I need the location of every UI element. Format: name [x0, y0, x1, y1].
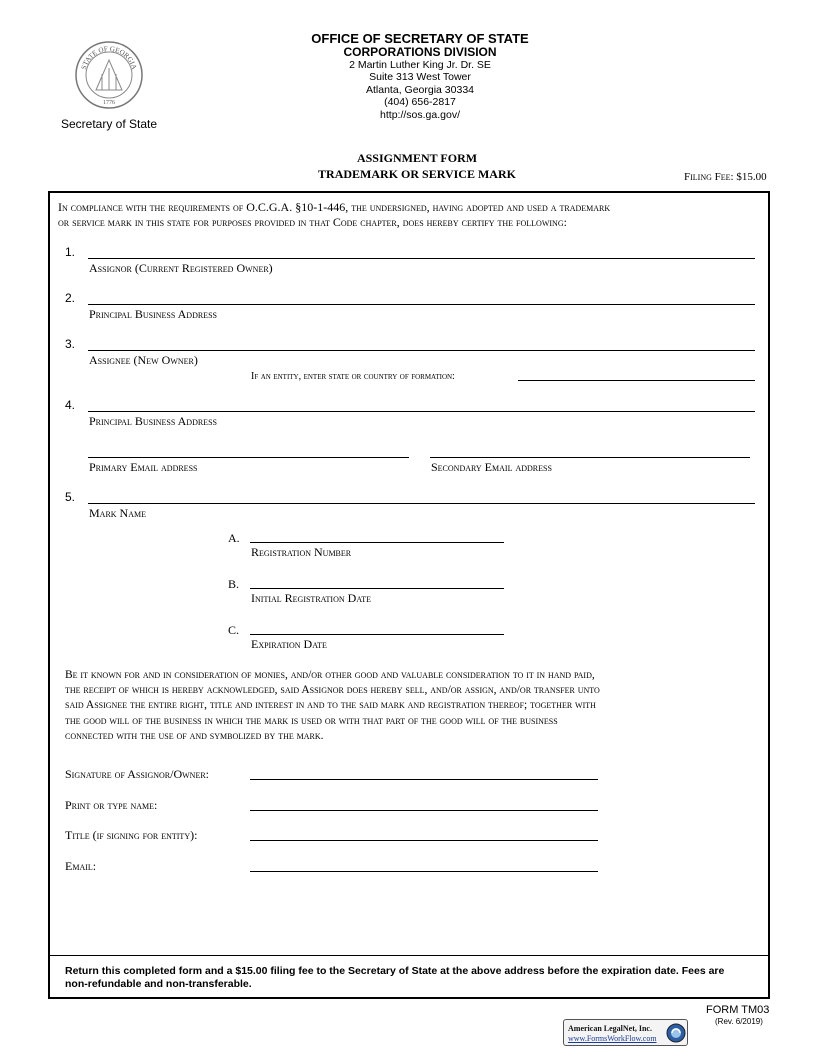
registration-number-field[interactable]: [250, 542, 504, 543]
assignee-label: Assignee (New Owner): [89, 353, 198, 367]
sub-item-b: B.: [228, 577, 240, 591]
expiration-date-label: Expiration Date: [251, 637, 327, 651]
address-line-2: Suite 313 West Tower: [369, 71, 471, 83]
sub-item-c: C.: [228, 623, 240, 637]
legalnet-logo-icon: [666, 1023, 686, 1043]
intro-line-2: or service mark in this state for purposes provided in that Code chapter, does hereby certify the following:: [58, 215, 567, 229]
assignee-field[interactable]: [88, 350, 755, 351]
entity-formation-field[interactable]: [518, 380, 755, 381]
mark-name-field[interactable]: [88, 503, 755, 504]
assignee-address-field[interactable]: [88, 411, 755, 412]
title-field[interactable]: [250, 840, 598, 841]
print-name-field[interactable]: [250, 810, 598, 811]
assignor-address-label: Principal Business Address: [89, 307, 217, 321]
expiration-date-field[interactable]: [250, 634, 504, 635]
item-number-4: 4.: [65, 398, 76, 412]
consideration-paragraph: [65, 668, 600, 744]
filing-fee: Filing Fee: $15.00: [684, 171, 767, 183]
address-line-1: 2 Martin Luther King Jr. Dr. SE: [349, 58, 491, 71]
consideration-line-2: the receipt of which is hereby acknowledged, said Assignor does hereby sell, and/or assign, and/or transfer unto: [65, 684, 600, 697]
signature-label: Signature of Assignor/Owner:: [65, 767, 210, 781]
form-title-line-2: TRADEMARK OR SERVICE MARK: [318, 167, 516, 181]
intro-text: [58, 200, 610, 230]
secondary-email-field[interactable]: [430, 457, 750, 458]
email-field[interactable]: [250, 871, 598, 872]
svg-text:STATE OF GEORGIA: STATE OF GEORGIA: [79, 44, 139, 71]
address-line-3: Atlanta, Georgia 30334: [366, 83, 474, 96]
legalnet-name: American LegalNet, Inc.: [568, 1024, 652, 1033]
georgia-state-seal: [74, 40, 144, 110]
signature-field[interactable]: [250, 779, 598, 780]
website-url: http://sos.ga.gov/: [380, 108, 460, 121]
registration-number-label: Registration Number: [251, 545, 352, 559]
entity-formation-label: If an entity, enter state or country of formation:: [251, 371, 455, 382]
office-title: OFFICE OF SECRETARY OF STATE: [311, 31, 529, 46]
legalnet-url[interactable]: www.FormsWorkFlow.com: [568, 1034, 657, 1043]
primary-email-field[interactable]: [88, 457, 409, 458]
assignee-address-label: Principal Business Address: [89, 414, 217, 428]
sub-item-a: A.: [228, 531, 240, 545]
initial-registration-date-field[interactable]: [250, 588, 504, 589]
phone-number: (404) 656-2817: [384, 96, 456, 108]
assignor-label: Assignor (Current Registered Owner): [89, 261, 273, 275]
division-title: CORPORATIONS DIVISION: [343, 45, 497, 59]
form-id: FORM TM03: [706, 1004, 770, 1016]
secretary-of-state-label: Secretary of State: [61, 117, 158, 131]
assignor-address-field[interactable]: [88, 304, 755, 305]
consideration-line-1: Be it known for and in consideration of monies, and/or other good and valuable consideration to it in hand paid,: [65, 669, 595, 681]
item-number-3: 3.: [65, 337, 76, 351]
return-instructions-line-2: non-refundable and non-transferable.: [65, 978, 252, 990]
primary-email-label: Primary Email address: [89, 460, 198, 474]
item-number-1: 1.: [65, 245, 76, 259]
form-title: [267, 150, 567, 182]
svg-text:1776: 1776: [103, 100, 115, 106]
print-name-label: Print or type name:: [65, 798, 158, 812]
mark-name-label: Mark Name: [89, 506, 147, 520]
footer-divider: [48, 955, 770, 956]
return-instructions: [65, 965, 724, 991]
american-legalnet-badge[interactable]: [563, 1019, 688, 1046]
item-number-5: 5.: [65, 490, 76, 504]
office-header: [210, 32, 630, 121]
email-label: Email:: [65, 859, 97, 873]
form-revision: (Rev. 6/2019): [715, 1017, 763, 1026]
consideration-line-5: connected with the use of and symbolized by the mark.: [65, 729, 324, 742]
form-title-line-1: ASSIGNMENT FORM: [356, 151, 478, 165]
item-number-2: 2.: [65, 291, 76, 305]
return-instructions-line-1: Return this completed form and a $15.00 filing fee to the Secretary of State at the above address before the expiration date. Fees are: [65, 965, 725, 977]
consideration-line-4: the good will of the business in which the mark is used or with that part of the good will of the business: [65, 714, 558, 727]
title-label: Title (if signing for entity):: [65, 828, 198, 842]
secondary-email-label: Secondary Email address: [431, 460, 552, 474]
initial-registration-date-label: Initial Registration Date: [251, 591, 371, 605]
intro-line-1: In compliance with the requirements of O.C.G.A. §10-1-446, the undersigned, having adopted and used a trademark: [58, 200, 611, 214]
assignor-field[interactable]: [88, 258, 755, 259]
consideration-line-3: said Assignee the entire right, title and interest in and to the said mark and registration thereof; together with: [65, 699, 596, 712]
